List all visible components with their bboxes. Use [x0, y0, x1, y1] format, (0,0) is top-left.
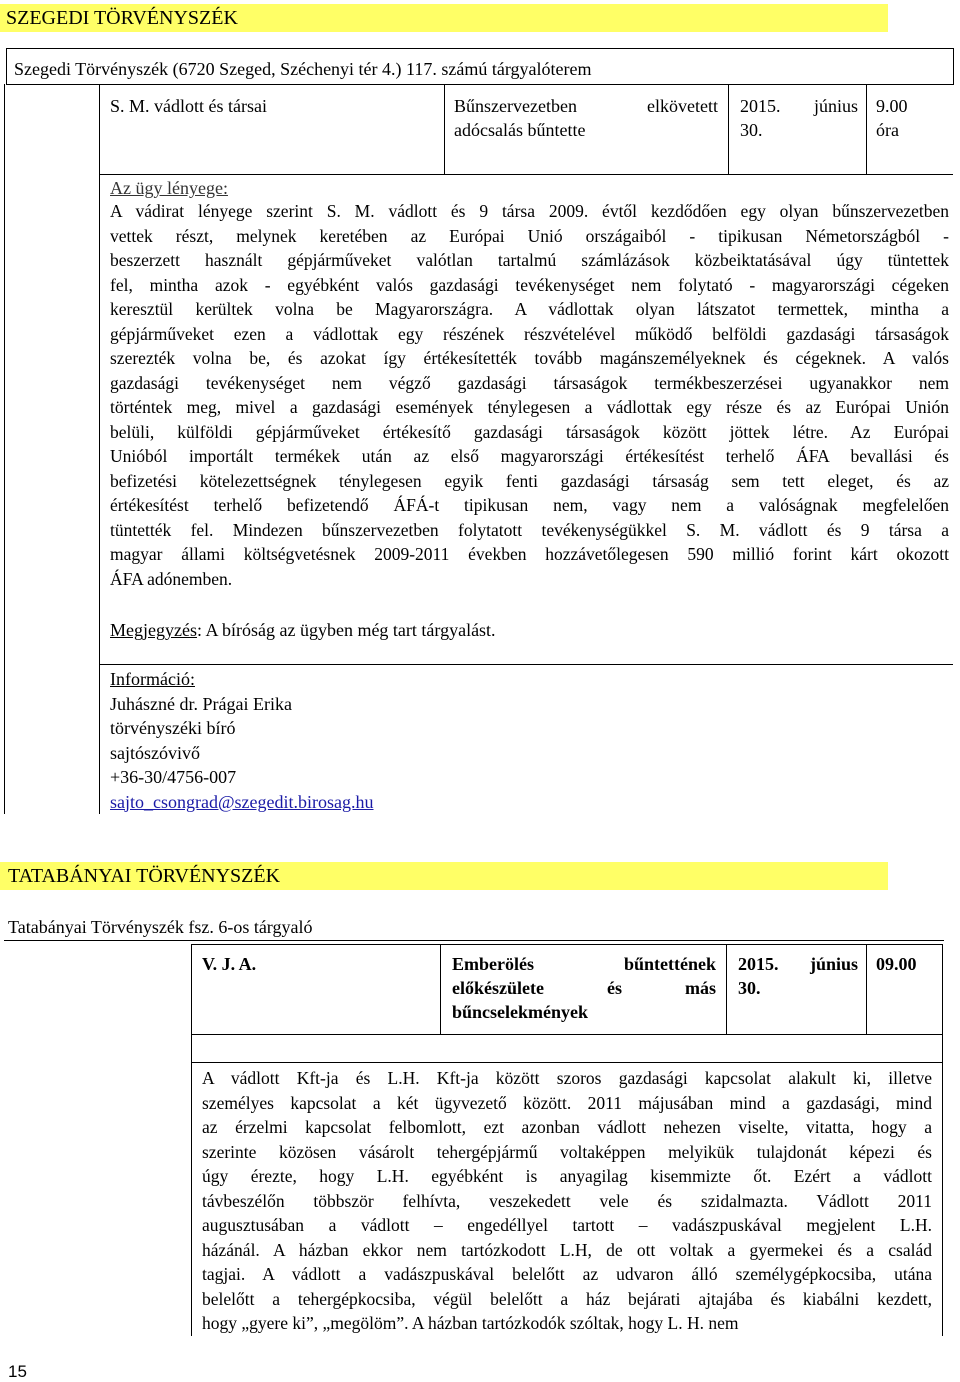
szeged-summary	[110, 199, 949, 591]
szeged-venue: Szegedi Törvényszék (6720 Szeged, Széchenyi tér 4.) 117. számú tárgyalóterem	[14, 59, 592, 79]
tatabanya-summary	[202, 1066, 932, 1336]
szeged-col-divider-1	[444, 84, 445, 174]
szeged-summary-line: gépjárműveket ezen a vádlottak egy részének részvételével működő belföldi gazdasági társaságok	[110, 323, 949, 344]
szeged-info-label: Információ:	[110, 669, 195, 689]
tatabanya-charge-line-2: előkészülete és más	[452, 978, 716, 998]
tatabanya-charge-line-3: bűncselekmények	[452, 1002, 589, 1022]
tatabanya-case-top-border	[191, 944, 943, 945]
szeged-info-email-link[interactable]: sajto_csongrad@szegedit.birosag.hu	[110, 791, 374, 812]
szeged-time-line-1: 9.00	[876, 96, 908, 116]
szeged-venue-bottom-border	[6, 84, 954, 85]
tatabanya-summary-line: tagjai. A vádlott a vadászpuskával belelőtt az udvaron álló személygépkocsiba, utána	[202, 1264, 932, 1284]
szeged-summary-line: beszerzett használt gépjárműveket valótlan tartalmú számlázások közbeiktatásával úgy tüntettek	[110, 250, 949, 270]
tatabanya-summary-line: személyes kapcsolat a két ügyvezető között. 2011 májusában mind a gazdasági, mind	[202, 1092, 932, 1113]
szeged-summary-line: gazdasági tevékenységet nem végző gazdasági társaságok termékbeszerzései ugyanakkor nem	[110, 372, 949, 393]
tatabanya-summary-top-border	[191, 1062, 943, 1063]
tatabanya-col-divider-3	[866, 944, 867, 1034]
szeged-summary-line: tüntették fel. Mindezen bűnszervezetben folytatott tevékenységükkel S. M. vádlott és 9 társa a	[110, 519, 949, 540]
szeged-info-name: Juhászné dr. Prágai Erika	[110, 693, 292, 714]
szeged-time-line-2: óra	[876, 120, 899, 140]
szeged-charge-line-1: Bűnszervezetben elkövetett	[454, 96, 718, 116]
tatabanya-date-line-2: 30.	[738, 978, 761, 998]
tatabanya-case-left-border	[191, 944, 192, 1336]
szeged-summary-line: belüli, külföldi gépjárműveket értékesítő gazdasági társaságok között jöttek létre. Az Európai	[110, 421, 949, 442]
szeged-summary-line: történtek meg, mivel a gazdasági események ténylegesen a vádlottak egy része és az Európai Unión	[110, 397, 949, 417]
szeged-col-divider-2	[728, 84, 729, 174]
szeged-info-role: törvényszéki bíró	[110, 718, 236, 738]
tatabanya-summary-line: belelőtt a tehergépkocsiba, végül belelőtt a ház bejárati ajtajába és kiabálni kezdett,	[202, 1288, 932, 1309]
szeged-case-left-border	[99, 84, 100, 814]
szeged-summary-line: Unióból importált termékek után az első magyarországi értékesítést terhelő ÁFA bevallási és	[110, 446, 949, 466]
szeged-info-role2: sajtószóvivő	[110, 742, 200, 763]
szeged-info	[110, 667, 510, 814]
tatabanya-case-row-bottom	[191, 1034, 943, 1035]
tatabanya-venue: Tatabányai Törvényszék fsz. 6-os tárgyaló	[8, 917, 313, 937]
tatabanya-summary-line: távbeszélőn többször felhívta, veszekedett vele és szidalmazta. Vádlott 2011	[202, 1190, 932, 1211]
szeged-note	[110, 618, 940, 642]
szeged-time	[876, 94, 946, 142]
szeged-summary-line: befizetési kötelezettségnek ténylegesen egyik fenti gazdasági társaság sem tett eleget, és az	[110, 470, 949, 491]
szeged-summary-line: szerezték volna be, és azokat így értékesítették tovább magánszemélyeknek és cégeknek. A valós	[110, 348, 949, 368]
page-number: 15	[8, 1362, 27, 1381]
tatabanya-col-divider-2	[726, 944, 727, 1034]
szeged-summary-line: értékesítést terhelő befizetendő ÁFÁ-t tipikusan nem, vagy nem a valóságnak megfelelően	[110, 495, 949, 515]
szeged-date	[740, 94, 858, 142]
tatabanya-summary-line: szerinte közösen vásárolt tehergépjármű voltaképpen melyikük tulajdonát képezi és	[202, 1141, 932, 1162]
szeged-col-divider-3	[866, 84, 867, 174]
szeged-court-title: SZEGEDI TÖRVÉNYSZÉK	[0, 4, 888, 32]
tatabanya-summary-line: az érzelmi kapcsolat felbomlott, ezt azonban vádlott nehezen viselte, vitatta, hogy a	[202, 1117, 932, 1137]
szeged-note-label: Megjegyzés	[110, 620, 197, 640]
tatabanya-charge-line-1: Emberölés bűntettének	[452, 954, 716, 974]
szeged-summary-line: vettek részt, melynek keretében az Európai Unió országaiból - tipikusan Németországból -	[110, 225, 949, 246]
szeged-venue-top-border	[6, 48, 954, 49]
szeged-charge	[454, 94, 718, 142]
tatabanya-defendant: V. J. A.	[202, 954, 257, 974]
szeged-note-text: : A bíróság az ügyben még tart tárgyalást.	[196, 620, 496, 640]
szeged-date-line-2: 30.	[740, 120, 763, 140]
szeged-summary-line: fel, mintha azok - egyébként valós gazdasági tevékenységet nem folytató - magyarországi cégeken	[110, 274, 949, 295]
szeged-date-line-1: 2015. június	[740, 96, 858, 116]
tatabanya-venue-underline	[4, 940, 944, 941]
tatabanya-case-right-border	[942, 944, 943, 1336]
szeged-summary-line: A vádirat lényege szerint S. M. vádlott és 9 társa 2009. évtől kezdődően egy olyan bűnszervezetben	[110, 201, 949, 221]
szeged-summary-line: keresztül kerültek volna be Magyarországra. A vádlottak olyan látszatot termettek, mintha a	[110, 299, 949, 319]
tatabanya-time: 09.00	[876, 954, 917, 974]
tatabanya-col-divider-1	[440, 944, 441, 1034]
tatabanya-summary-line: házánál. A házban ekkor nem tartózkodott L.H, de ott voltak a gyermekei és a család	[202, 1239, 932, 1260]
tatabanya-date	[738, 952, 858, 1000]
szeged-summary-label: Az ügy lényege:	[110, 178, 228, 198]
szeged-venue-right-border	[953, 48, 954, 84]
tatabanya-summary-line: hogy „gyere ki”, „megölöm”. A házban tartózkodók szóltak, hogy L. H. nem	[202, 1313, 739, 1333]
szeged-summary-line: ÁFA adónemben.	[110, 568, 233, 589]
tatabanya-court-title: TATABÁNYAI TÖRVÉNYSZÉK	[0, 862, 888, 890]
szeged-venue-left-border	[6, 48, 7, 84]
szeged-charge-line-2: adócsalás bűntette	[454, 120, 586, 140]
tatabanya-summary-line: A vádlott Kft-ja és L.H. Kft-ja között szoros gazdasági kapcsolat alakult ki, illetve	[202, 1068, 932, 1088]
szeged-info-divider	[99, 664, 953, 665]
tatabanya-summary-line: augusztusában a vádlott – engedéllyel tartott – vadászpuskával megjelent L.H.	[202, 1215, 932, 1235]
szeged-info-phone: +36-30/4756-007	[110, 767, 237, 787]
tatabanya-charge	[452, 952, 716, 1024]
szeged-outer-left-border	[4, 84, 5, 814]
szeged-summary-line: magyar állami költségvetésnek 2009-2011 években hozzávetőlegesen 590 millió forint kárt okozott	[110, 544, 949, 564]
szeged-case-row-bottom	[99, 174, 953, 175]
szeged-defendant: S. M. vádlott és társai	[110, 96, 267, 116]
tatabanya-date-line-1: 2015. június	[738, 954, 858, 974]
tatabanya-summary-line: úgy érezte, hogy L.H. egyébként is anyagilag kisemmizte őt. Ezért a vádlott	[202, 1166, 932, 1186]
